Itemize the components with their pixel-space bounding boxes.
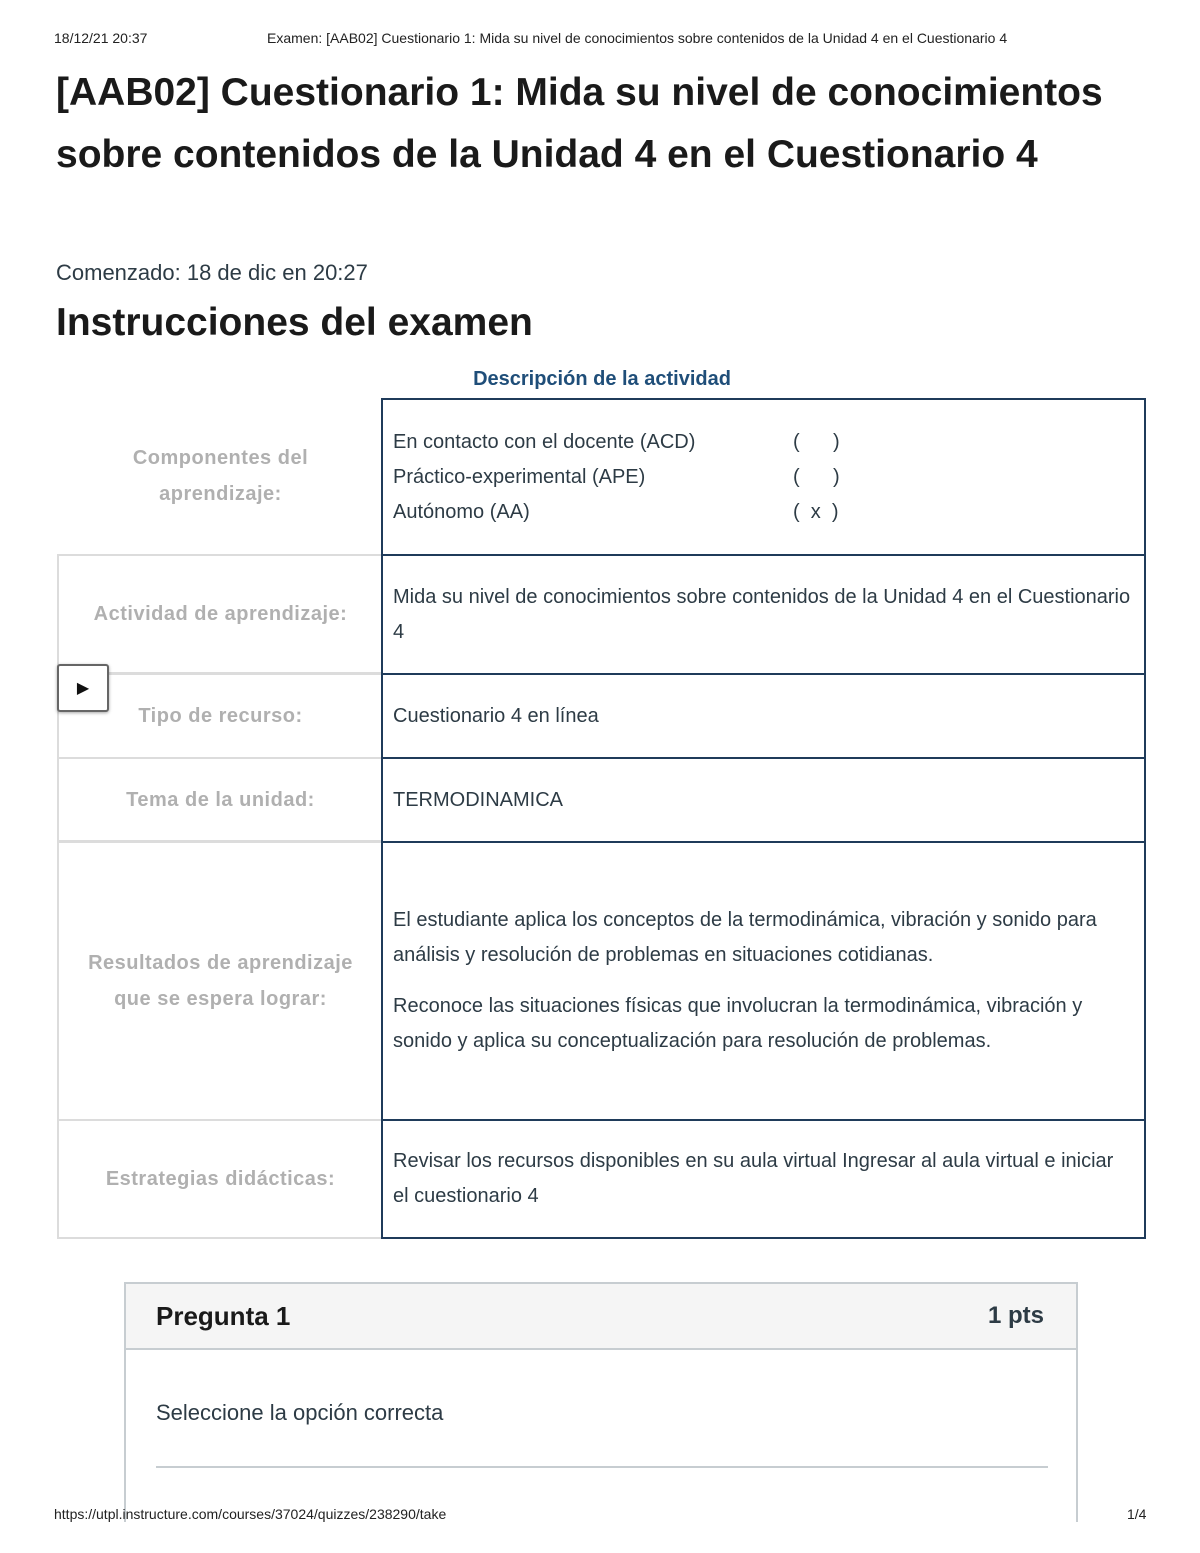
component-mark: ( x ) [793, 500, 839, 523]
component-row-ape [393, 460, 1134, 495]
didactic-strategies-cell [381, 1119, 1146, 1239]
component-mark: ( ) [793, 465, 840, 488]
question-name: Pregunta 1 [156, 1300, 291, 1331]
activity-value: Mida su nivel de conocimientos sobre contenidos de la Unidad 4 en el Cuestionario 4 [393, 585, 1131, 643]
learning-results-label: Resultados de aprendizaje que se espera lograr: [57, 841, 382, 1121]
component-name: En contacto con el docente (ACD) [393, 430, 696, 453]
print-page-number: 1/4 [1127, 1506, 1147, 1522]
component-name: Práctico-experimental (APE) [393, 465, 646, 488]
quiz-title: [AAB02] Cuestionario 1: Mida su nivel de conocimientos sobre contenidos de la Unidad 4 en el Cuestionario 4 [56, 71, 1103, 176]
component-row-aa [393, 495, 1134, 530]
print-date: 18/12/21 20:37 [54, 30, 148, 46]
question-card [124, 1282, 1078, 1522]
print-url: https://utpl.instructure.com/courses/37024/quizzes/238290/take [54, 1506, 447, 1522]
question-points: 1 pts [987, 1302, 1044, 1329]
question-header [126, 1284, 1076, 1350]
components-cell [381, 398, 1146, 556]
learning-results-cell [381, 841, 1146, 1121]
unit-topic-value: TERMODINAMICA [393, 788, 563, 811]
media-play-button[interactable] [57, 664, 109, 712]
components-label: Componentes del aprendizaje: [132, 447, 309, 505]
unit-topic-label: Tema de la unidad: [57, 757, 382, 842]
learning-result-2: Reconoce las situaciones físicas que involucran la termodinámica, vibración y sonido y aplica su conceptualización para resolución de problemas. [393, 995, 1083, 1052]
resource-type-cell [381, 673, 1146, 759]
didactic-strategies-label: Estrategias didácticas: [57, 1119, 382, 1239]
learning-result-1: El estudiante aplica los conceptos de la termodinámica, vibración y sonido para análisis y resolución de problemas en situaciones cotidianas. [393, 909, 1097, 966]
activity-label: Actividad de aprendizaje: [57, 554, 382, 674]
activity-cell [381, 554, 1146, 675]
question-text: Seleccione la opción correcta [156, 1400, 444, 1425]
resource-type-value: Cuestionario 4 en línea [393, 704, 599, 727]
instructions-heading: Instrucciones del examen [56, 301, 533, 344]
divider [156, 1466, 1048, 1468]
didactic-strategies-value: Revisar los recursos disponibles en su aula virtual Ingresar al aula virtual e iniciar el cuestionario 4 [393, 1150, 1114, 1207]
unit-topic-cell [381, 757, 1146, 843]
activity-table-caption: Descripción de la actividad [473, 368, 731, 390]
component-mark: ( ) [793, 430, 840, 453]
quiz-started-time: Comenzado: 18 de dic en 20:27 [56, 260, 368, 285]
component-row-acd [393, 425, 1134, 460]
play-icon: ▶ [76, 680, 90, 697]
component-name: Autónomo (AA) [393, 500, 530, 523]
print-document-title: Examen: [AAB02] Cuestionario 1: Mida su nivel de conocimientos sobre contenidos de la Unidad 4 en el Cuestionario 4 [267, 30, 1008, 46]
resource-type-label: Tipo de recurso: [57, 673, 382, 759]
